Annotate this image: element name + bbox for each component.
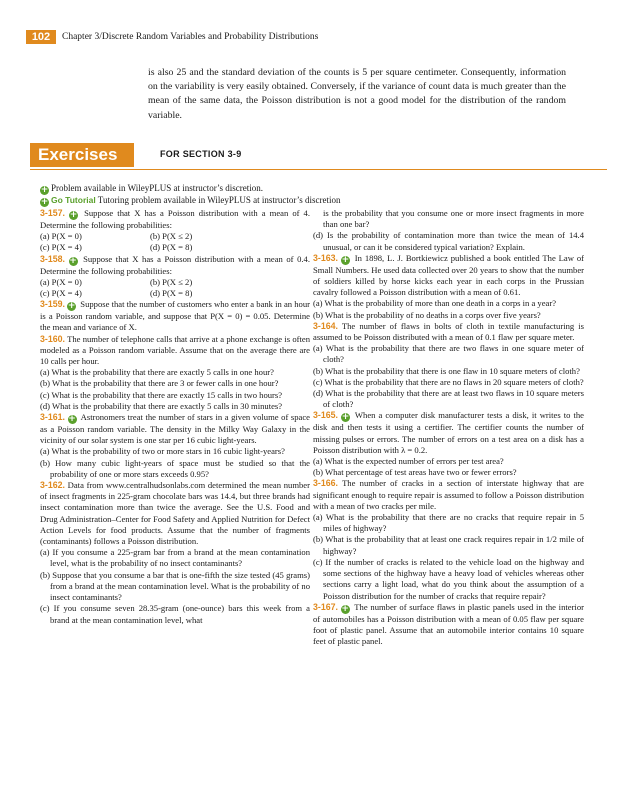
option: (c) If the number of cracks is related to the vehicle load on the highway and some sections of the highway have a heavy load of vehicles whereas other sections carry a light load, what do you think about the assumption of a Poisson distribution for the number of cracks that require repair?: [313, 556, 584, 601]
option: (a) What is the probability that there are two flaws in one square meter of cloth?: [313, 343, 584, 365]
exercise-number: 3-160.: [40, 333, 65, 344]
option: (c) P(X = 4): [40, 288, 82, 299]
option: (c) If you consume seven 28.35-gram (one-ounce) bars this week from a brand at the mean contamination level, what: [40, 603, 310, 625]
go-tutorial-label: Go Tutorial: [51, 195, 96, 205]
exercise-text: The number of cracks in a section of interstate highway that are significant enough to require repair is assumed to follow a Poisson distribution with a mean of two cracks per mile.: [313, 478, 584, 511]
plus-icon: +: [341, 412, 350, 423]
option: (d) What is the probability that there are exactly 5 calls in 30 minutes?: [40, 400, 283, 411]
option: (d) P(X = 8): [150, 288, 193, 299]
exercise-number: 3-161.: [40, 412, 65, 423]
exercise-text: Data from www.centralhudsonlabs.com determined the mean number of insect fragments in 225-gram chocolate bars was 14.4, but three brands had insect contamination more than twice the average. See the U.S. Food and Drug Administration–Center for Food Safety and Applied Nutrition for Defect Action Levels for food products. Assume that the number of fragments (contaminants) follows a Poisson distribution.: [40, 480, 310, 547]
exercise-text: The number of flaws in bolts of cloth in textile manufacturing is assumed to be Poisson distributed with a mean of 0.1 flaw per square meter.: [313, 320, 584, 343]
plus-icon: +: [341, 603, 349, 614]
exercise-number: 3-162.: [40, 480, 65, 491]
exercise-number: 3-159.: [40, 299, 65, 310]
option: (a) What is the probability that there are no cracks that require repair in 5 miles of highway?: [313, 512, 584, 534]
exercise-number: 3-164.: [313, 320, 338, 331]
plus-icon: +: [40, 197, 49, 207]
exercise-number: 3-165.: [313, 410, 338, 421]
legend-line-1: Problem available in WileyPLUS at instructor’s discretion.: [51, 183, 264, 193]
option: (b) What is the probability of no deaths in a corps over five years?: [313, 309, 541, 320]
right-column: [313, 208, 584, 647]
option: (d) P(X = 8): [150, 242, 193, 253]
plus-icon: +: [69, 255, 77, 266]
exercise-text: When a computer disk manufacturer tests a disk, it writes to the disk and then tests it using a certifier. The certifier counts the number of missing pulses or errors. The number of errors on a test area on a disk has a Poisson distribution with λ = 0.2.: [313, 410, 584, 455]
option: (a) What is the probability that there are exactly 5 calls in one hour?: [40, 367, 274, 378]
exercise-text: The number of surface flaws in plastic panels used in the interior of automobiles has a Poisson distribution with a mean of 0.05 flaw per square foot of plastic panel. Assume that an automobile interior contains 10 square feet of plastic panel.: [313, 601, 584, 647]
option: (c) P(X = 4): [40, 242, 82, 253]
option: (b) What is the probability that there is one flaw in 10 square meters of cloth?: [313, 365, 580, 376]
option: (c) What is the probability that there are exactly 15 calls in two hours?: [40, 389, 283, 400]
exercises-banner: Exercises: [30, 143, 134, 167]
exercise-number: 3-167.: [313, 601, 338, 612]
exercise-number: 3-158.: [40, 253, 65, 264]
exercise-number: 3-157.: [40, 208, 65, 218]
option: (d) What is the probability that there are at least two flaws in 10 square meters of cloth?: [313, 388, 584, 410]
option: (a) If you consume a 225-gram bar from a brand at the mean contamination level, what is the probability of no insect contaminants?: [40, 547, 310, 569]
option: (b) What is the probability that at least one crack requires repair in 1/2 mile of highway?: [313, 534, 584, 556]
option: (a) P(X = 0): [40, 276, 82, 287]
plus-icon: +: [68, 414, 76, 425]
option: (a) What is the probability of two or more stars in 16 cubic light-years?: [40, 446, 285, 457]
page-number: 102: [26, 30, 56, 44]
exercise-text: In 1898, L. J. Bortkiewicz published a book entitled The Law of Small Numbers. He used data collected over 20 years to show that the number of soldiers killed by horse kicks each year in each corps in the Prussian cavalry followed a Poisson distribution with a mean of 0.61.: [313, 252, 584, 298]
option: (b) Suppose that you consume a bar that is one-fifth the size tested (45 grams) from a brand at the mean contamination level. What is the probability of no insect contaminants?: [40, 569, 310, 603]
exercise-text: The number of telephone calls that arrive at a phone exchange is often modeled as a Poisson random variable. Assume that on the average there are 10 calls per hour.: [40, 333, 311, 367]
section-label: FOR SECTION 3-9: [160, 149, 242, 159]
option: (c) What is the probability that there are no flaws in 20 square meters of cloth?: [313, 376, 584, 387]
exercise-text: Astronomers treat the number of stars in a given volume of space as a Poisson random variable. The density in the Milky Way Galaxy in the vicinity of our solar system is one star per 16 cubic light-years.: [40, 412, 310, 446]
plus-icon: +: [40, 185, 49, 195]
exercise-number: 3-166.: [313, 478, 338, 489]
left-column: [40, 208, 310, 626]
page-header: [0, 30, 639, 44]
option: (b) How many cubic light-years of space must be studied so that the probability of one or more stars exceeds 0.95?: [40, 457, 310, 479]
option: (b) P(X ≤ 2): [150, 276, 193, 287]
exercise-text: Suppose that X has a Poisson distribution with a mean of 4. Determine the following probabilities:: [40, 208, 310, 230]
option: (a) What is the probability of more than one death in a corps in a year?: [313, 298, 557, 309]
option: (b) What is the probability that there are 3 or fewer calls in one hour?: [40, 378, 279, 389]
banner-rule: [30, 169, 607, 170]
option: (d) Is the probability of contamination more than twice the mean of 14.4 unusual, or can it be considered typical variation? Explain.: [313, 230, 584, 252]
option: (b) What percentage of test areas have two or fewer errors?: [313, 467, 517, 478]
intro-paragraph: is also 25 and the standard deviation of the counts is 5 per square centimeter. Consequently, information on the variability is very easily obtained. Conversely, if the variance of count data is much greater than the mean of the same data, the Poisson distribution is not a good model for the distribution of the random variable.: [148, 67, 566, 121]
legend: [40, 182, 440, 206]
option: (b) P(X ≤ 2): [150, 231, 193, 242]
plus-icon: +: [341, 254, 350, 265]
exercise-text: Suppose that X has a Poisson distribution with a mean of 0.4. Determine the following probabilities:: [40, 253, 310, 276]
option: (a) P(X = 0): [40, 231, 82, 242]
plus-icon: +: [69, 210, 78, 220]
plus-icon: +: [67, 301, 76, 312]
chapter-title: Chapter 3/Discrete Random Variables and Probability Distributions: [62, 32, 319, 42]
legend-line-2: Tutoring problem available in WileyPLUS at instructor’s discretion: [97, 195, 341, 205]
exercise-text: Suppose that the number of customers who enter a bank in an hour is a Poisson random variable, and suppose that P(X = 0) = 0.05. Determine the mean and variance of X.: [40, 299, 311, 333]
option: (a) What is the expected number of errors per test area?: [313, 456, 504, 467]
continued-text: is the probability that you consume one or more insect fragments in more than one bar?: [323, 208, 584, 230]
exercise-number: 3-163.: [313, 252, 338, 263]
